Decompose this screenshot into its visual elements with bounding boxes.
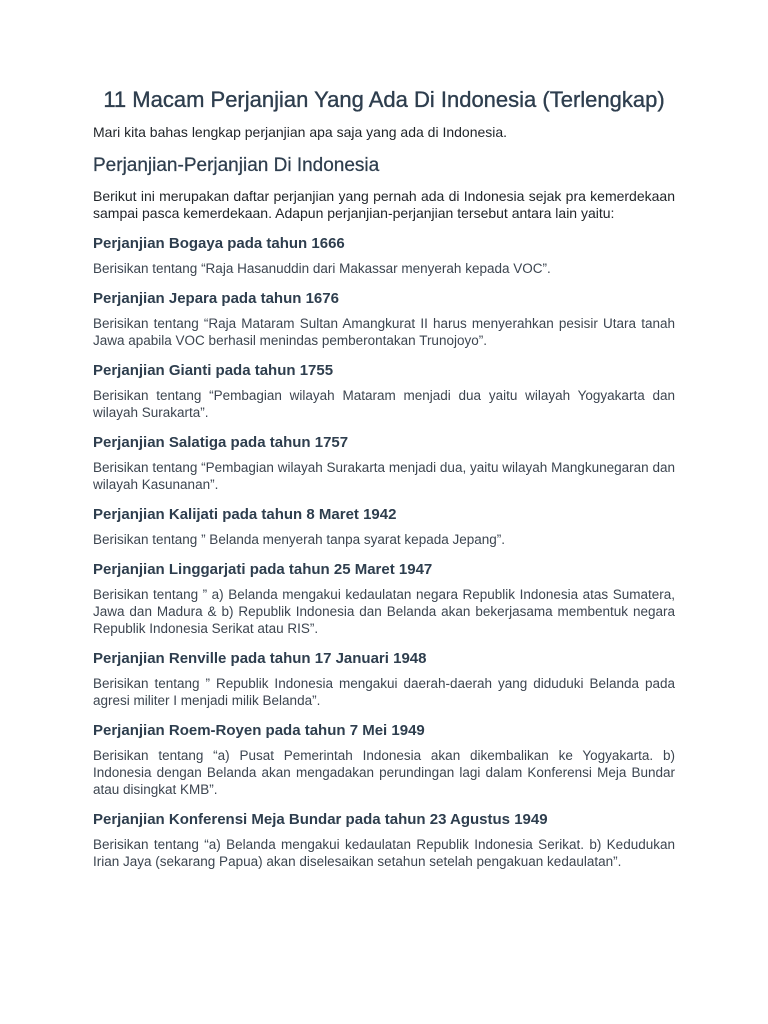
treaty-heading: Perjanjian Kalijati pada tahun 8 Maret 1942 (93, 506, 397, 523)
treaty-heading: Perjanjian Roem-Royen pada tahun 7 Mei 1949 (93, 722, 425, 739)
treaty-heading: Perjanjian Jepara pada tahun 1676 (93, 290, 339, 307)
treaty-description: Berisikan tentang “Raja Hasanuddin dari Makassar menyerah kepada VOC”. (93, 261, 551, 276)
treaty-item (93, 361, 675, 421)
treaty-item (93, 560, 675, 637)
treaty-description: Berisikan tentang ” Belanda menyerah tanpa syarat kepada Jepang”. (93, 532, 506, 547)
treaty-description: Berisikan tentang ” a) Belanda mengakui kedaulatan negara Republik Indonesia atas Sumatera, Jawa dan Madura & b) Republik Indonesia dan Belanda akan bekerjasama membentuk negara Republik Indonesia Serikat atau RIS”. (93, 587, 675, 636)
treaty-description: Berisikan tentang “Raja Mataram Sultan Amangkurat II harus menyerahkan pesisir Utara tanah Jawa apabila VOC berhasil menindas pemberontakan Trunojoyo”. (93, 316, 675, 348)
treaty-item (93, 234, 675, 277)
treaty-heading: Perjanjian Gianti pada tahun 1755 (93, 362, 334, 379)
intro-paragraph: Mari kita bahas lengkap perjanjian apa saja yang ada di Indonesia. (93, 124, 508, 140)
treaty-item (93, 810, 675, 870)
section-paragraph: Berikut ini merupakan daftar perjanjian yang pernah ada di Indonesia sejak pra kemerdekaan sampai pasca kemerdekaan. Adapun perjanjian-perjanjian tersebut antara lain yaitu: (93, 188, 675, 221)
treaty-item (93, 433, 675, 493)
treaty-heading: Perjanjian Salatiga pada tahun 1757 (93, 434, 349, 451)
treaty-heading: Perjanjian Konferensi Meja Bundar pada tahun 23 Agustus 1949 (93, 811, 548, 828)
treaty-item (93, 649, 675, 709)
treaty-item (93, 721, 675, 798)
treaty-item (93, 505, 675, 548)
document-title: 11 Macam Perjanjian Yang Ada Di Indonesia (Terlengkap) (103, 87, 665, 112)
treaty-heading: Perjanjian Bogaya pada tahun 1666 (93, 235, 345, 252)
treaty-heading: Perjanjian Renville pada tahun 17 Januari 1948 (93, 650, 427, 667)
treaty-item (93, 289, 675, 349)
section-heading: Perjanjian-Perjanjian Di Indonesia (93, 155, 380, 176)
treaty-description: Berisikan tentang “a) Belanda mengakui kedaulatan Republik Indonesia Serikat. b) Kedudukan Irian Jaya (sekarang Papua) akan diselesaikan setahun setelah pengakuan kedaulatan”. (93, 837, 675, 869)
treaty-heading: Perjanjian Linggarjati pada tahun 25 Maret 1947 (93, 561, 433, 578)
document-page (93, 86, 675, 870)
treaty-description: Berisikan tentang “Pembagian wilayah Surakarta menjadi dua, yaitu wilayah Mangkunegaran dan wilayah Kasunanan”. (93, 460, 675, 492)
treaty-description: Berisikan tentang “Pembagian wilayah Mataram menjadi dua yaitu wilayah Yogyakarta dan wilayah Surakarta”. (93, 388, 675, 420)
treaty-description: Berisikan tentang “a) Pusat Pemerintah Indonesia akan dikembalikan ke Yogyakarta. b) Indonesia dengan Belanda akan mengadakan perundingan lagi dalam Konferensi Meja Bundar atau disingkat KMB”. (93, 748, 675, 797)
treaty-description: Berisikan tentang ” Republik Indonesia mengakui daerah-daerah yang diduduki Belanda pada agresi militer I menjadi milik Belanda”. (93, 676, 675, 708)
